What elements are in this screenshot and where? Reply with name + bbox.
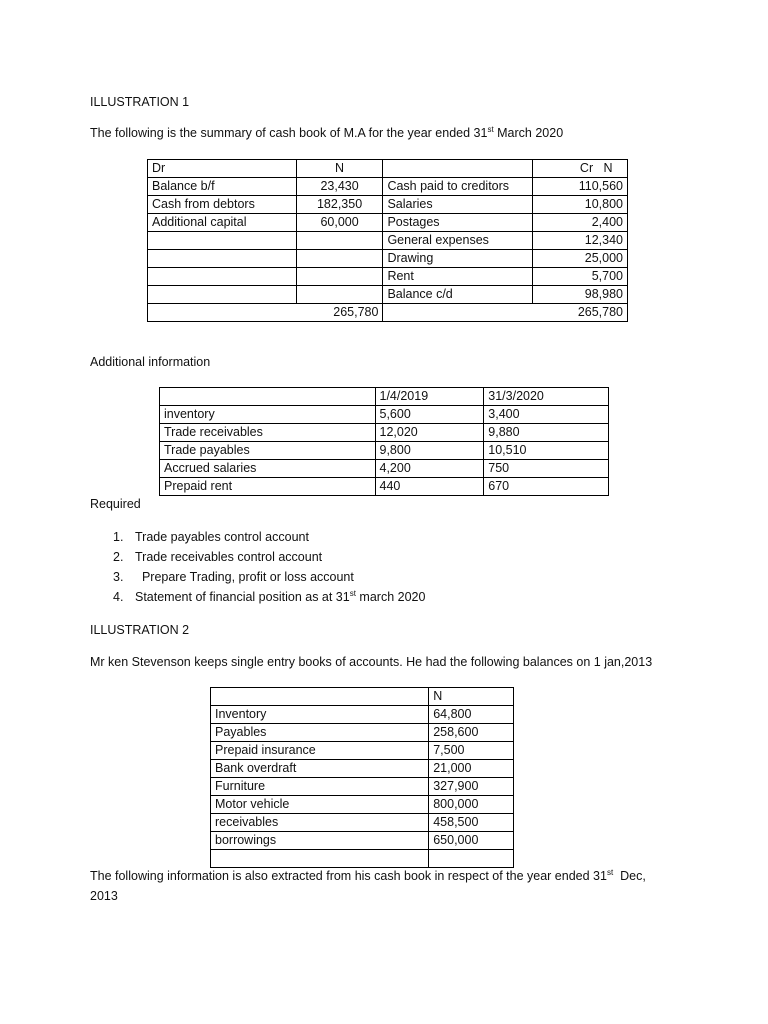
cr-label: Cr bbox=[579, 161, 594, 175]
table-cell: 4,200 bbox=[375, 460, 484, 478]
additional-info-heading: Additional information bbox=[90, 355, 211, 369]
cr-currency: N bbox=[603, 161, 613, 175]
empty-cell bbox=[296, 268, 383, 286]
table-row bbox=[211, 760, 514, 778]
cr-row-amount: 5,700 bbox=[533, 268, 628, 286]
empty-cell bbox=[148, 286, 297, 304]
balances-table bbox=[210, 687, 514, 868]
table-cell: Prepaid rent bbox=[160, 478, 376, 496]
table-row bbox=[211, 706, 514, 724]
closing-sup: st bbox=[606, 867, 614, 877]
list-number: 1. bbox=[113, 530, 124, 544]
cr-row-amount: 12,340 bbox=[533, 232, 628, 250]
table-cell: 9,800 bbox=[375, 442, 484, 460]
dr-row-label: Balance b/f bbox=[148, 178, 297, 196]
table-row bbox=[211, 688, 514, 706]
list-sup: st bbox=[349, 588, 356, 598]
table-row bbox=[160, 478, 609, 496]
table-row bbox=[160, 388, 609, 406]
list-number: 2. bbox=[113, 550, 124, 564]
table-row bbox=[211, 814, 514, 832]
table-row bbox=[160, 460, 609, 478]
empty-cell bbox=[211, 688, 429, 706]
table-row bbox=[211, 742, 514, 760]
table-row bbox=[211, 832, 514, 850]
closing-text-line-1 bbox=[90, 869, 646, 883]
balance-label: Inventory bbox=[211, 706, 429, 724]
table-cell: inventory bbox=[160, 406, 376, 424]
intro-text: The following is the summary of cash book of M.A for the year ended 31 bbox=[90, 126, 488, 140]
closing-text-line-2: 2013 bbox=[90, 889, 118, 903]
cr-row-label: Rent bbox=[383, 268, 533, 286]
table-cell: 750 bbox=[484, 460, 609, 478]
balance-amount: 650,000 bbox=[429, 832, 514, 850]
table-cell: Trade payables bbox=[160, 442, 376, 460]
balance-amount: 458,500 bbox=[429, 814, 514, 832]
table-row bbox=[148, 160, 628, 178]
table-row bbox=[148, 250, 628, 268]
table-row bbox=[148, 196, 628, 214]
dr-row-amount: 23,430 bbox=[296, 178, 383, 196]
list-text: Statement of financial position as at 31 bbox=[135, 590, 350, 604]
table-row bbox=[148, 286, 628, 304]
balance-amount: 7,500 bbox=[429, 742, 514, 760]
list-text: Prepare Trading, profit or loss account bbox=[135, 570, 354, 584]
balance-label: Payables bbox=[211, 724, 429, 742]
closing-text: The following information is also extracted from his cash book in respect of the year ended 31 bbox=[90, 869, 607, 883]
closing-tail: Dec, bbox=[613, 869, 646, 883]
dr-row-amount: 182,350 bbox=[296, 196, 383, 214]
table-cell: 5,600 bbox=[375, 406, 484, 424]
balance-label: Prepaid insurance bbox=[211, 742, 429, 760]
list-text: Trade payables control account bbox=[135, 530, 309, 544]
dr-total: 265,780 bbox=[148, 304, 383, 322]
intro-tail: March 2020 bbox=[493, 126, 564, 140]
table-row bbox=[160, 406, 609, 424]
list-text: Trade receivables control account bbox=[135, 550, 323, 564]
cr-row-label: Cash paid to creditors bbox=[383, 178, 533, 196]
table-cell: Trade receivables bbox=[160, 424, 376, 442]
table-cell: 9,880 bbox=[484, 424, 609, 442]
illustration-2-intro: Mr ken Stevenson keeps single entry books of accounts. He had the following balances on 1 jan,2013 bbox=[90, 655, 653, 669]
table-header: 1/4/2019 bbox=[375, 388, 484, 406]
table-row bbox=[211, 724, 514, 742]
table-header: 31/3/2020 bbox=[484, 388, 609, 406]
cr-row-amount: 2,400 bbox=[533, 214, 628, 232]
balance-label: borrowings bbox=[211, 832, 429, 850]
list-item bbox=[113, 567, 425, 587]
required-list bbox=[113, 527, 425, 607]
table-row bbox=[148, 232, 628, 250]
additional-info-table bbox=[159, 387, 609, 496]
dr-row-label: Cash from debtors bbox=[148, 196, 297, 214]
empty-cell bbox=[383, 160, 533, 178]
empty-cell bbox=[148, 250, 297, 268]
empty-cell bbox=[211, 850, 429, 868]
table-row bbox=[160, 424, 609, 442]
cr-row-label: Postages bbox=[383, 214, 533, 232]
intro-sup: st bbox=[487, 124, 494, 134]
required-heading: Required bbox=[90, 497, 141, 511]
list-item bbox=[113, 587, 425, 607]
table-row bbox=[148, 178, 628, 196]
balance-label: Furniture bbox=[211, 778, 429, 796]
balance-amount: 21,000 bbox=[429, 760, 514, 778]
table-row bbox=[148, 268, 628, 286]
dr-label: Dr bbox=[148, 160, 297, 178]
cr-row-amount: 110,560 bbox=[533, 178, 628, 196]
cr-total: 265,780 bbox=[383, 304, 628, 322]
balance-label: Bank overdraft bbox=[211, 760, 429, 778]
cr-row-amount: 10,800 bbox=[533, 196, 628, 214]
cr-row-amount: 98,980 bbox=[533, 286, 628, 304]
list-item bbox=[113, 547, 425, 567]
list-number: 3. bbox=[113, 570, 124, 584]
table-cell: 12,020 bbox=[375, 424, 484, 442]
table-cell: 670 bbox=[484, 478, 609, 496]
table-cell: 440 bbox=[375, 478, 484, 496]
cr-row-label: Balance c/d bbox=[383, 286, 533, 304]
cr-row-label: General expenses bbox=[383, 232, 533, 250]
empty-cell bbox=[296, 232, 383, 250]
illustration-1-intro bbox=[90, 126, 563, 140]
table-header bbox=[160, 388, 376, 406]
empty-cell bbox=[148, 232, 297, 250]
table-cell: Accrued salaries bbox=[160, 460, 376, 478]
balance-amount: 327,900 bbox=[429, 778, 514, 796]
cr-row-label: Salaries bbox=[383, 196, 533, 214]
illustration-1-heading: ILLUSTRATION 1 bbox=[90, 95, 190, 109]
cash-book-table bbox=[147, 159, 628, 322]
empty-cell bbox=[296, 250, 383, 268]
list-item bbox=[113, 527, 425, 547]
balance-label: Motor vehicle bbox=[211, 796, 429, 814]
table-row bbox=[211, 778, 514, 796]
table-cell: 10,510 bbox=[484, 442, 609, 460]
dr-currency: N bbox=[296, 160, 383, 178]
table-row bbox=[160, 442, 609, 460]
table-row-total bbox=[148, 304, 628, 322]
currency-header: N bbox=[429, 688, 514, 706]
table-row bbox=[211, 796, 514, 814]
cr-header bbox=[533, 160, 628, 178]
empty-cell bbox=[296, 286, 383, 304]
balance-amount: 258,600 bbox=[429, 724, 514, 742]
empty-cell bbox=[429, 850, 514, 868]
balance-label: receivables bbox=[211, 814, 429, 832]
empty-cell bbox=[148, 268, 297, 286]
cr-row-amount: 25,000 bbox=[533, 250, 628, 268]
table-cell: 3,400 bbox=[484, 406, 609, 424]
list-tail: march 2020 bbox=[355, 590, 426, 604]
dr-row-amount: 60,000 bbox=[296, 214, 383, 232]
illustration-2-heading: ILLUSTRATION 2 bbox=[90, 623, 190, 637]
list-number: 4. bbox=[113, 590, 124, 604]
cr-row-label: Drawing bbox=[383, 250, 533, 268]
table-row bbox=[211, 850, 514, 868]
table-row bbox=[148, 214, 628, 232]
balance-amount: 800,000 bbox=[429, 796, 514, 814]
balance-amount: 64,800 bbox=[429, 706, 514, 724]
dr-row-label: Additional capital bbox=[148, 214, 297, 232]
